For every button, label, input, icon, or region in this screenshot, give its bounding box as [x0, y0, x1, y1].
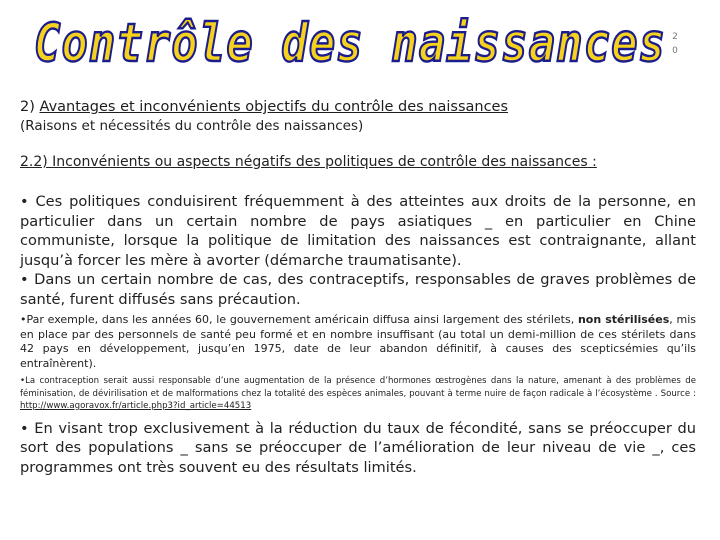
slide-number	[670, 30, 680, 58]
bullet-fertility: • En visant trop exclusivement à la réduction du taux de fécondité, sans se préoccuper du sort des populations _ sans se préoccuper de l’amélioration de leur niveau de vie _, ces programmes ont très souvent eu des résultats limités.	[20, 419, 696, 476]
bullet-example-iud-post: , mis en place par des personnels de santé peu formé et en nombre insuffisant (au total un demi-million de ces stérilets dans 42 pays en développement, jusqu’en 1975, date de leur abandon définitif, à causes des scepticsémies qu’ils entraînèrent).	[20, 313, 696, 370]
subsection-heading-suffix: :	[587, 154, 597, 170]
bullet-example-iud-pre: •Par exemple, dans les années 60, le gouvernement américain diffusa ainsi largement des stérilets,	[20, 313, 578, 326]
section-subheading: (Raisons et nécessités du contrôle des naissances)	[20, 118, 364, 134]
slide-content	[20, 98, 696, 477]
bullet-contraceptives: • Dans un certain nombre de cas, des contraceptifs, responsables de graves problèmes de santé, furent diffusés sans précaution.	[20, 271, 696, 308]
bullet-hormones	[20, 375, 696, 413]
bullet-example-iud	[20, 313, 696, 371]
section-heading-text: Avantages et inconvénients objectifs du contrôle des naissances	[39, 99, 509, 115]
bullet-hormones-text: •La contraception serait aussi responsable d’une augmentation de la présence d’hormones œstrogènes dans la nature, amenant à des problèmes de féminisation, de dévirilisation et de malformations chez la totalité des espèces animales, pouvant à terme nuire de façon radicale à l’écosystème . Source :	[20, 376, 696, 399]
subsection-heading-text: 2.2) Inconvénients ou aspects négatifs des politiques de contrôle des naissances	[20, 154, 588, 170]
title-container	[33, 8, 667, 78]
slide-number-digit-2: 0	[672, 46, 678, 56]
slide-number-digit-1: 2	[672, 32, 678, 42]
bullet-rights: • Ces politiques conduisirent fréquemment à des atteintes aux droits de la personne, en particulier dans un certain nombre de pays asiatiques _ en particulier en Chine communiste, lorsque la politique de limitation des naissances est contraignante, allant jusqu’à forcer les mère à avorter (démarche traumatisante).	[20, 193, 696, 269]
section-heading	[20, 98, 696, 117]
subsection-heading	[20, 153, 696, 172]
bullet-example-iud-bold: non stérilisées	[577, 313, 670, 326]
source-link[interactable]: http://www.agoravox.fr/article.php3?id_article=44513	[20, 401, 252, 411]
slide-title: Contrôle des naissances	[33, 12, 667, 74]
section-heading-prefix: 2)	[20, 99, 40, 115]
